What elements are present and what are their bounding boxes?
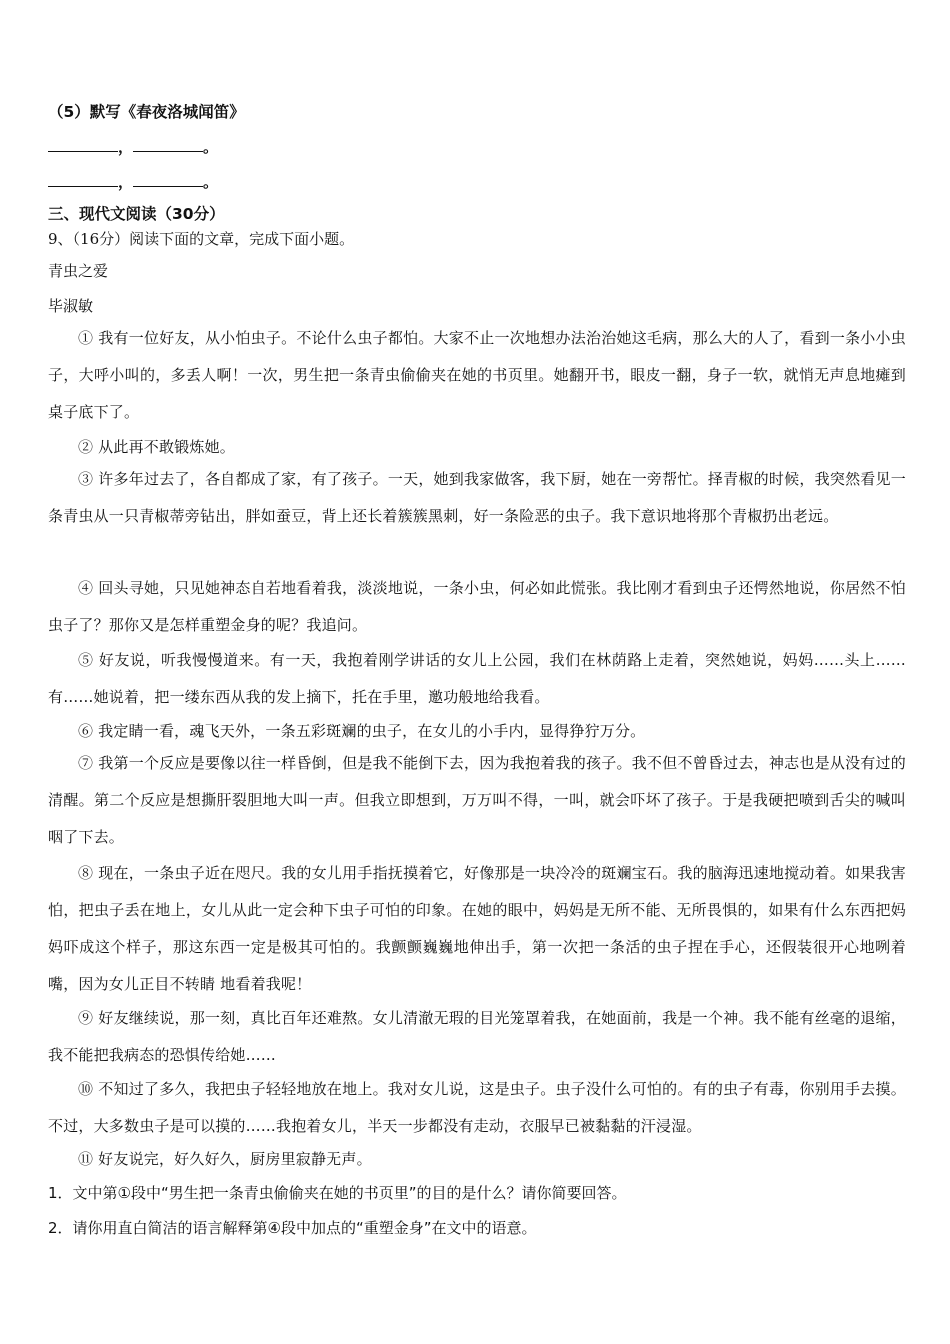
paragraph-2: ② 从此再不敢锻炼她。 [78, 438, 235, 456]
dictation-row-2 [48, 172, 218, 192]
paragraph-3: ③ 许多年过去了，各自都成了家，有了孩子。一天，她到我家做客，我下厨，她在一旁帮忙。择青椒的时候，我突然看见一条青虫从一只青椒蒂旁钻出，胖如蚕豆，背上还长着簇簇黑刺，好一条险恶的虫子。我下意识地将那个青椒扔出老远。 [48, 470, 906, 525]
end-mark: 。 [203, 173, 219, 191]
question-9-intro: 9、（16分）阅读下面的文章，完成下面小题。 [48, 230, 355, 248]
sub-question-1: 1．文中第①段中“男生把一条青虫偷偷夹在她的书页里”的目的是什么？请你简要回答。 [48, 1184, 627, 1202]
answer-blank[interactable] [48, 172, 118, 187]
article-author: 毕淑敏 [48, 297, 94, 315]
paragraph-6: ⑥ 我定睛一看，魂飞天外，一条五彩斑斓的虫子，在女儿的小手内，显得狰狞万分。 [78, 722, 646, 740]
answer-blank[interactable] [48, 137, 118, 152]
paragraph-7: ⑦ 我第一个反应是要像以往一样昏倒，但是我不能倒下去，因为我抱着我的孩子。我不但不曾昏过去，神志也是从没有过的清醒。第二个反应是想撕肝裂胆地大叫一声。但我立即想到，万万叫不得，一叫，就会吓坏了孩子。于是我硬把喷到舌尖的喊叫咽了下去。 [48, 754, 906, 846]
dictation-row-1 [48, 137, 218, 157]
paragraph-8: ⑧ 现在，一条虫子近在咫尺。我的女儿用手指抚摸着它，好像那是一块冷冷的斑斓宝石。我的脑海迅速地搅动着。如果我害怕，把虫子丢在地上，女儿从此一定会种下虫子可怕的印象。在她的眼中，妈妈是无所不能、无所畏惧的，如果有什么东西把妈妈吓成这个样子，那这东西一定是极其可怕的。我颤颤巍巍地伸出手，第一次把一条活的虫子捏在手心，还假装很开心地咧着嘴，因为女儿正目不转睛 地看着我呢！ [48, 864, 906, 993]
section-heading: 三、现代文阅读（30分） [48, 205, 225, 223]
dictation-title: （5）默写《春夜洛城闻笛》 [48, 103, 245, 121]
answer-blank[interactable] [133, 172, 203, 187]
answer-blank[interactable] [133, 137, 203, 152]
paragraph-1: ① 我有一位好友，从小怕虫子。不论什么虫子都怕。大家不止一次地想办法治治她这毛病，那么大的人了，看到一条小小虫子，大呼小叫的，多丢人啊！一次，男生把一条青虫偷偷夹在她的书页里。她翻开书，眼皮一翻，身子一软，就悄无声息地瘫到桌子底下了。 [48, 329, 906, 421]
article-title: 青虫之爱 [48, 262, 109, 280]
sub-question-2: 2．请你用直白简洁的语言解释第④段中加点的“重塑金身”在文中的语意。 [48, 1219, 537, 1237]
separator: ， [118, 173, 134, 191]
paragraph-10: ⑩ 不知过了多久，我把虫子轻轻地放在地上。我对女儿说，这是虫子。虫子没什么可怕的。有的虫子有毒，你别用手去摸。不过，大多数虫子是可以摸的……我抱着女儿，半天一步都没有走动，衣服早已被黏黏的汗浸湿。 [48, 1080, 906, 1135]
paragraph-9: ⑨ 好友继续说，那一刻，真比百年还难熬。女儿清澈无瑕的目光笼罩着我，在她面前，我是一个神。我不能有丝毫的退缩，我不能把我病态的恐惧传给她…… [48, 1009, 906, 1064]
paragraph-4: ④ 回头寻她，只见她神态自若地看着我，淡淡地说，一条小虫，何必如此慌张。我比刚才看到虫子还愕然地说，你居然不怕虫子了？那你又是怎样重塑金身的呢？我追问。 [48, 579, 906, 634]
paragraph-11: ⑪ 好友说完，好久好久，厨房里寂静无声。 [78, 1150, 372, 1168]
separator: ， [118, 138, 134, 156]
paragraph-5: ⑤ 好友说，听我慢慢道来。有一天，我抱着刚学讲话的女儿上公园，我们在林荫路上走着，突然她说，妈妈……头上……有……她说着，把一缕东西从我的发上摘下，托在手里，邀功般地给我看。 [48, 651, 906, 706]
end-mark: 。 [203, 138, 219, 156]
